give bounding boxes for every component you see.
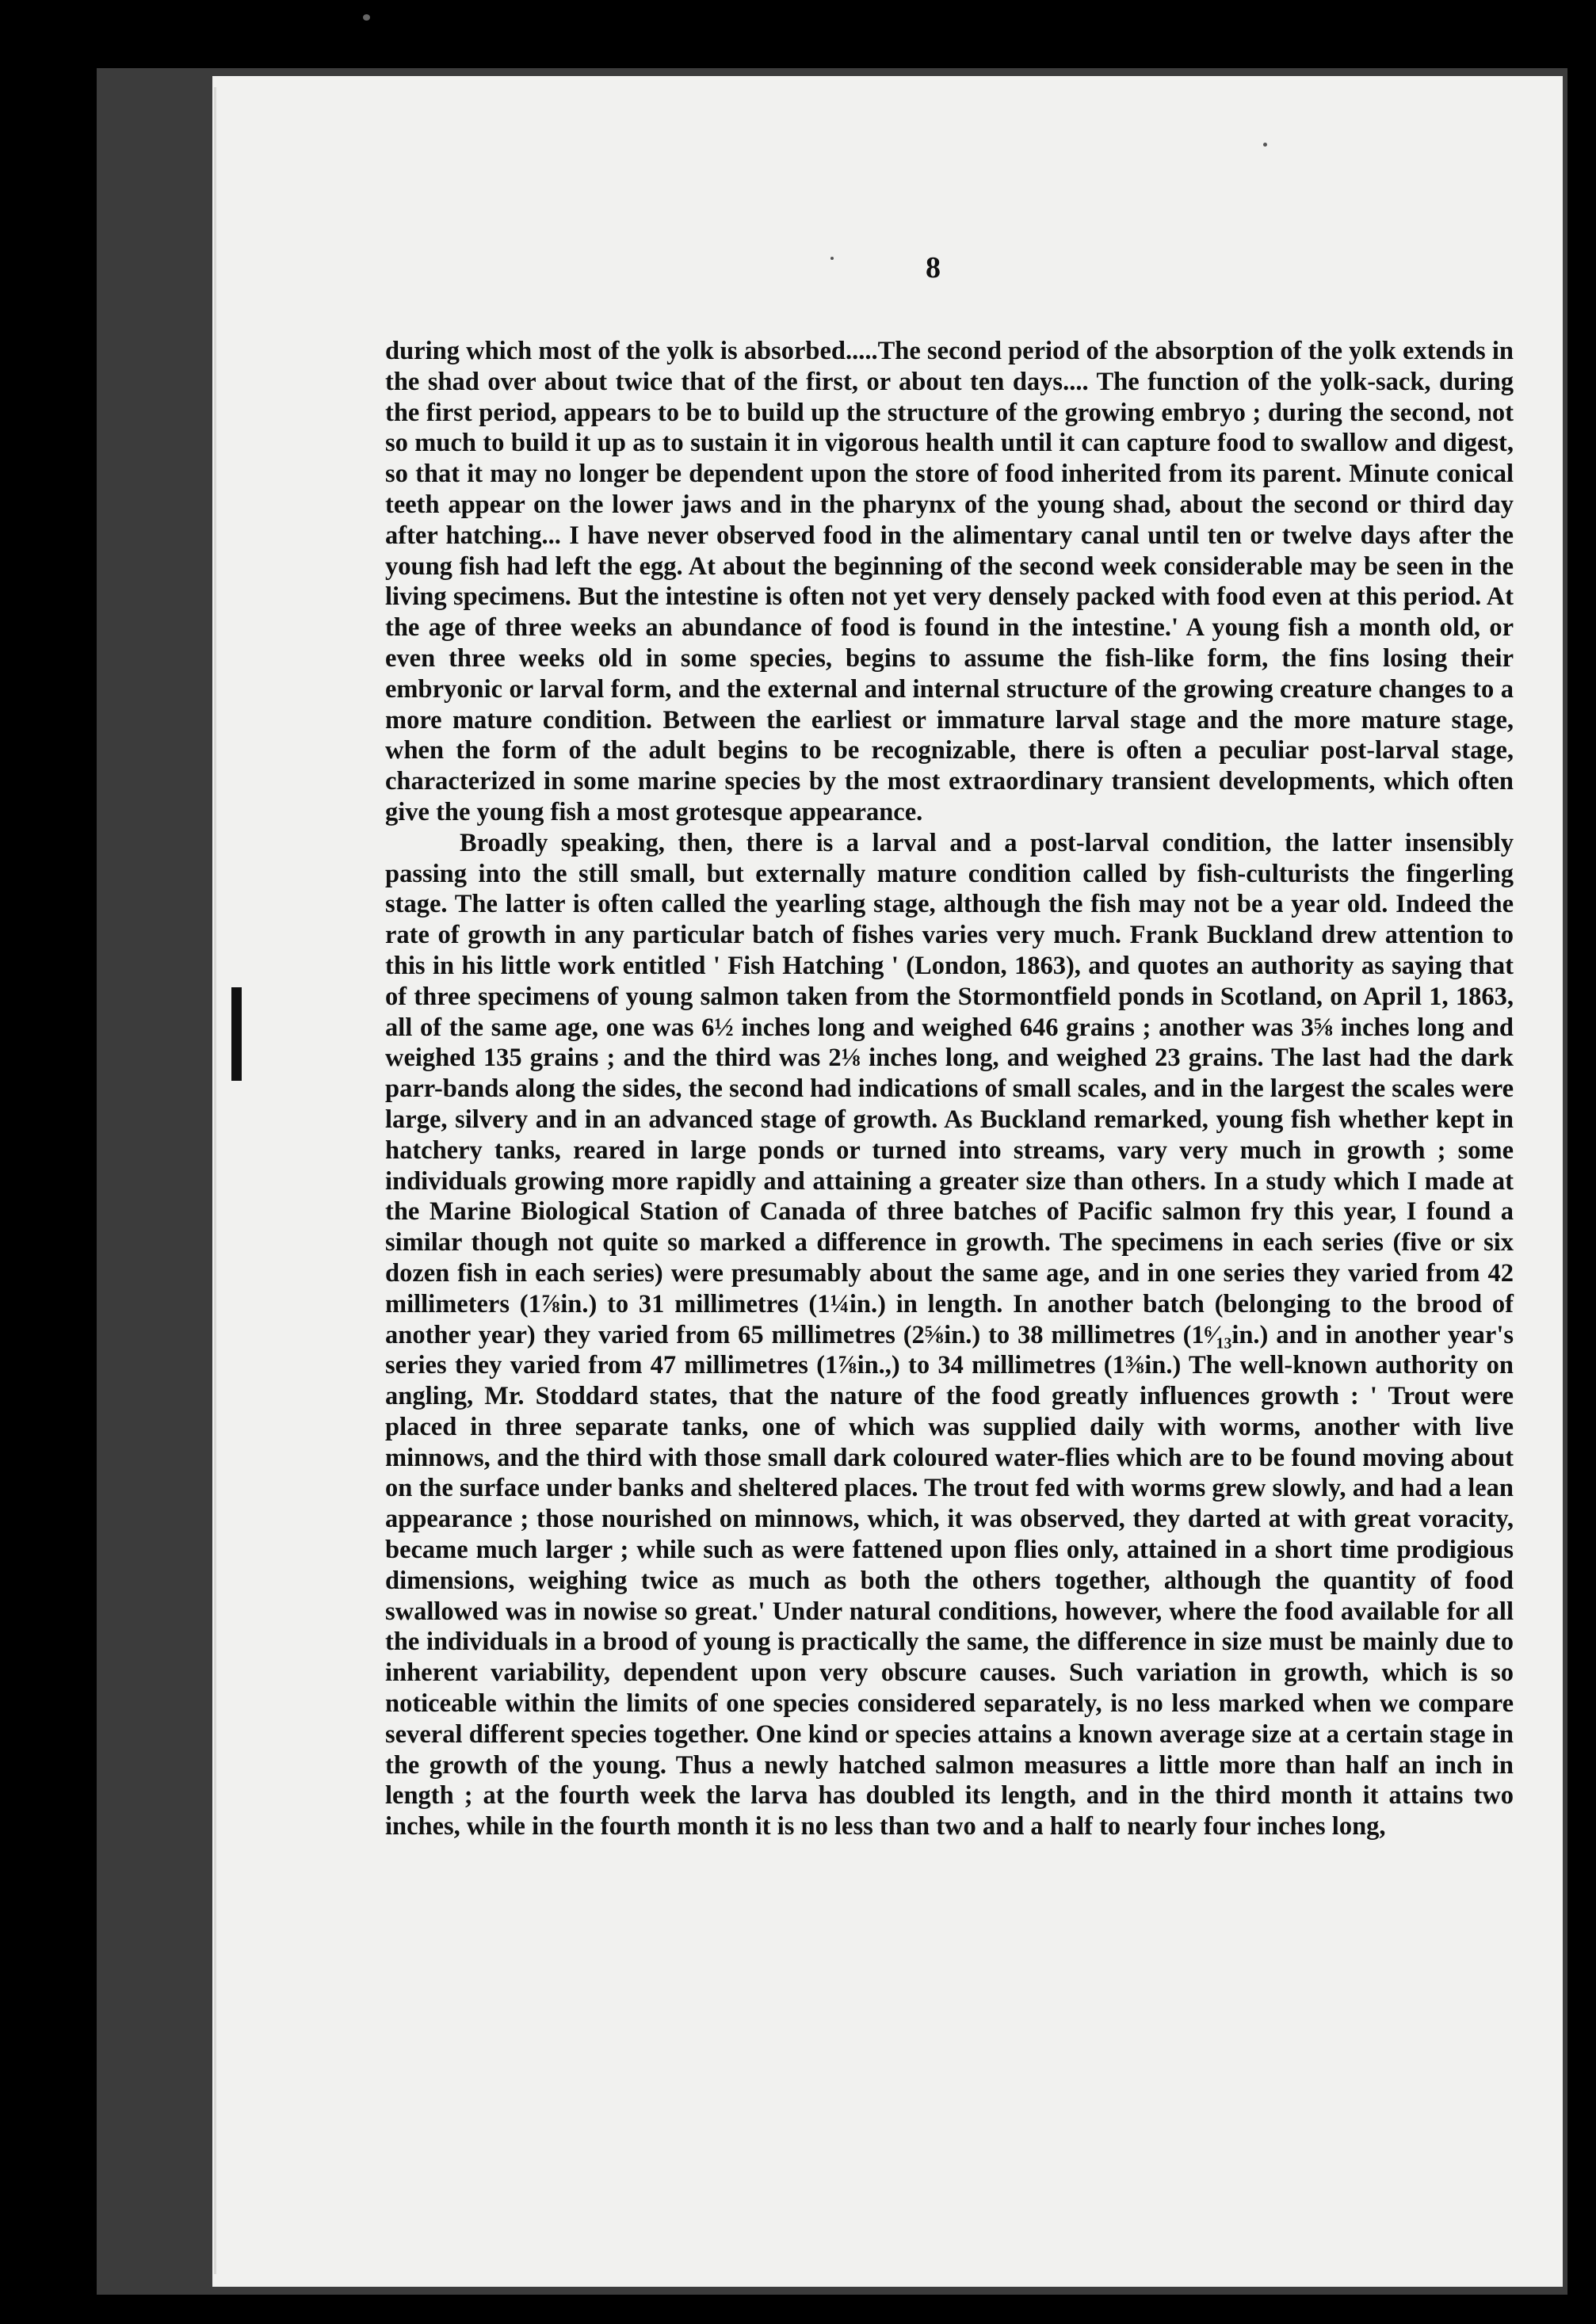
- scan-speck: [363, 14, 370, 21]
- page-edge: [214, 87, 216, 2274]
- scan-speck: [1263, 143, 1267, 147]
- margin-mark: [231, 987, 242, 1081]
- page-number: 8: [926, 251, 941, 284]
- paragraph-2: Broadly speaking, then, there is a larval and a post-larval condition, the latter insensibly passing into the still small, but externally mature condition called by fish-culturists the fingerling stage. The latter is often called the yearling stage, although the fish may not be a year old. Indeed the rate of growth in any particular batch of fishes varies very much. Frank Buckland drew attention to this in his little work entitled ' Fish Hatching ' (London, 1863), and quotes an authority as saying that of three specimens of young salmon taken from the Stormontfield ponds in Scotland, on April 1, 1863, all of the same age, one was 6½ inches long and weighed 646 grains ; another was 3⅝ inches long and weighed 135 grains ; and the third was 2⅛ inches long, and weighed 23 grains. The last had the dark parr-bands along the sides, the second had indications of small scales, and in the largest the scales were large, silvery and in an advanced stage of growth. As Buckland remarked, young fish whether kept in hatchery tanks, reared in large ponds or turned into streams, vary very much in growth ; some individuals growing more rapidly and attaining a greater size than others. In a study which I made at the Marine Biological Station of Canada of three batches of Pacific salmon fry this year, I found a similar though not quite so marked a difference in growth. The specimens in each series (five or six dozen fish in each series) were presumably about the same age, and in one series they varied from 42 millimeters (1⅞in.) to 31 millimetres (1¼in.) in length. In another batch (belonging to the brood of another year) they varied from 65 millimetres (2⅝in.) to 38 millimetres (1⁶⁄₁₃in.) and in another year's series they varied from 47 millimetres (1⅞in.,) to 34 millimetres (1⅜in.) The well-known authority on angling, Mr. Stoddard states, that the nature of the food greatly influences growth : ' Trout were placed in three separate tanks, one of which was supplied daily with worms, another with live minnows, and the third with those small dark coloured water-flies which are to be found moving about on the surface under banks and sheltered places. The trout fed with worms grew slowly, and had a lean appearance ; those nourished on minnows, which, it was observed, they darted at with great voracity, became much larger ; while such as were fattened upon flies only, attained in a short time prodigious dimensions, weighing twice as much as both the others together, although the quantity of food swallowed was in nowise so great.' Under natural conditions, however, where the food available for all the individuals in a brood of young is practically the same, the difference in size must be mainly due to inherent variability, dependent upon very obscure causes. Such variation in growth, which is so noticeable within the limits of one species considered separately, is no less marked when we compare several different species together. One kind or species attains a known average size at a certain stage in the growth of the young. Thus a newly hatched salmon measures a little more than half an inch in length ; at the fourth week the larva has doubled its length, and in the third month it attains two inches, while in the fourth month it is no less than two and a half to nearly four inches long,: [385, 828, 1514, 1841]
- paragraph-1: during which most of the yolk is absorbed.....The second period of the absorption of the yolk extends in the shad over about twice that of the first, or about ten days.... The function of the yolk-sack, during the first period, appears to be to build up the structure of the growing embryo ; during the second, not so much to build it up as to sustain it in vigorous health until it can capture food to swallow and digest, so that it may no longer be dependent upon the store of food inherited from its parent. Minute conical teeth appear on the lower jaws and in the pharynx of the young shad, about the second or third day after hatching... I have never observed food in the alimentary canal until ten or twelve days after the young fish had left the egg. At about the beginning of the second week considerable may be seen in the living specimens. But the intestine is often not yet very densely packed with food even at this period. At the age of three weeks an abundance of food is found in the intestine.' A young fish a month old, or even three weeks old in some species, begins to assume the fish-like form, the fins losing their embryonic or larval form, and the external and internal structure of the growing creature changes to a more mature condition. Between the earliest or immature larval stage and the more mature stage, when the form of the adult begins to be recognizable, there is often a peculiar post-larval stage, characterized in some marine species by the most extraordinary transient developments, which often give the young fish a most grotesque appearance.: [385, 337, 1514, 826]
- body-text: [385, 336, 1514, 1842]
- scan-speck: [830, 257, 834, 260]
